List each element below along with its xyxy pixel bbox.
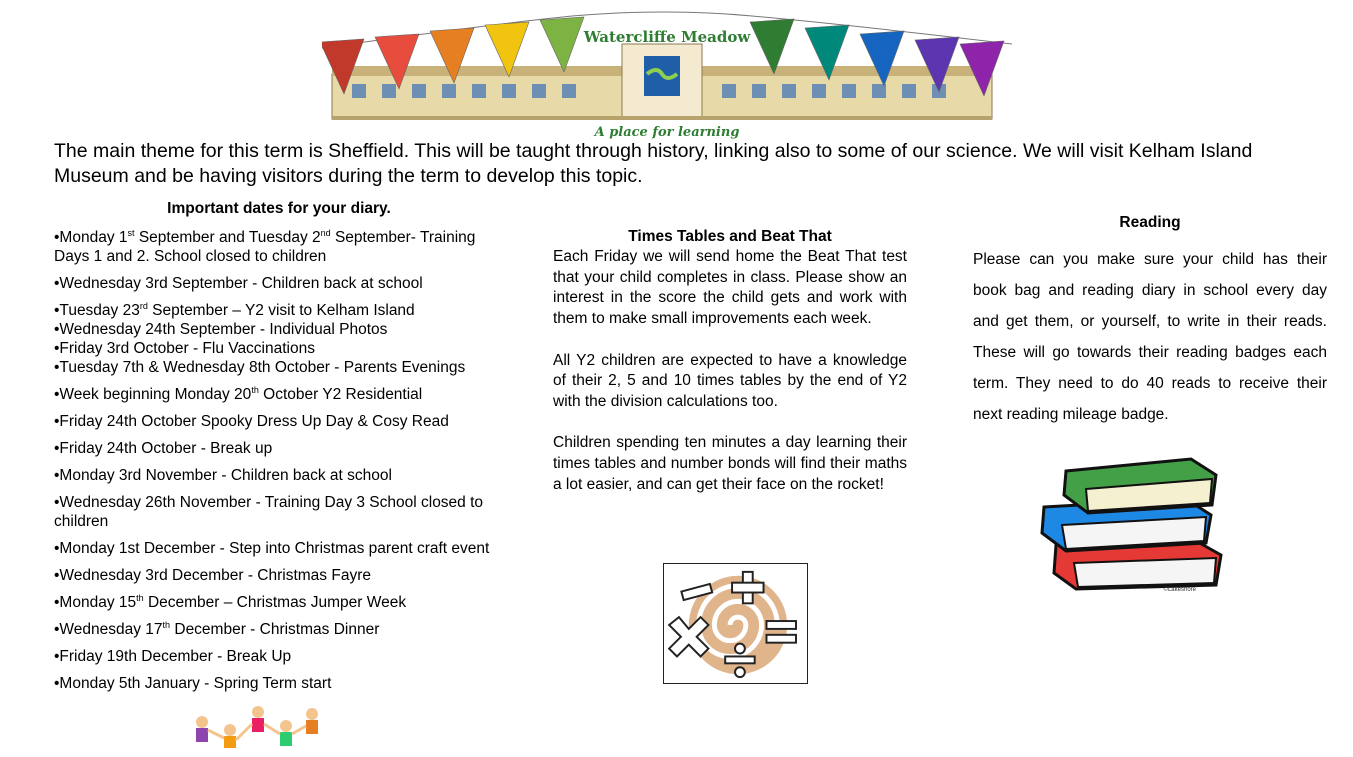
- times-tables-text: [553, 247, 907, 516]
- dates-heading: Important dates for your diary.: [167, 200, 391, 217]
- diary-date-item: •Wednesday 3rd September - Children back at school: [54, 275, 423, 292]
- diary-date-item: •Wednesday 26th November - Training Day 3 School closed to children: [54, 494, 484, 530]
- children-clipart-image: [190, 700, 325, 750]
- times-tables-paragraph: All Y2 children are expected to have a knowledge of their 2, 5 and 10 times tables by the end of Y2 with the division calculations too.: [553, 351, 907, 410]
- reading-heading: Reading: [1119, 214, 1181, 231]
- school-banner-logo: [322, 4, 1012, 140]
- reading-text: [973, 244, 1327, 430]
- school-tagline: A place for learning: [594, 125, 740, 140]
- stack-of-books-image: [1026, 445, 1236, 593]
- image-credit: ©Lakeshore: [1163, 587, 1196, 593]
- diary-date-item: •Monday 1st December - Step into Christmas parent craft event: [54, 540, 490, 557]
- school-name: Watercliffe Meadow: [583, 28, 751, 46]
- bunting-flag: [540, 17, 584, 72]
- diary-date-item: •Monday 1st September and Tuesday 2nd September- Training Days 1 and 2. School closed to children: [54, 227, 476, 265]
- diary-date-item: •Friday 24th October Spooky Dress Up Day & Cosy Read: [54, 413, 449, 430]
- diary-date-item: •Monday 5th January - Spring Term start: [54, 675, 332, 692]
- times-tables-paragraph: Each Friday we will send home the Beat That test that your child completes in class. Please show an interest in the score the child gets and work with them to make small improvements each week.: [553, 248, 907, 328]
- diary-date-item: •Friday 19th December - Break Up: [54, 648, 292, 665]
- diary-date-item: •Tuesday 7th & Wednesday 8th October - Parents Evenings: [54, 359, 466, 376]
- bunting-flag: [750, 19, 794, 74]
- diary-date-item: •Monday 3rd November - Children back at school: [54, 467, 392, 484]
- diary-date-item: •Friday 24th October - Break up: [54, 440, 273, 457]
- dates-list: [54, 228, 514, 693]
- diary-date-item: •Wednesday 24th September - Individual Photos: [54, 321, 388, 338]
- times-tables-paragraph: Children spending ten minutes a day learning their times tables and number bonds will find their maths a lot easier, and can get their face on the rocket!: [553, 434, 907, 493]
- diary-date-item: •Tuesday 23rd September – Y2 visit to Kelham Island: [54, 300, 415, 319]
- diary-date-item: •Friday 3rd October - Flu Vaccinations: [54, 340, 315, 357]
- diary-date-item: •Wednesday 3rd December - Christmas Fayre: [54, 567, 371, 584]
- diary-date-item: •Monday 15th December – Christmas Jumper Week: [54, 592, 407, 611]
- math-symbols-image: [663, 563, 808, 684]
- diary-date-item: •Wednesday 17th December - Christmas Dinner: [54, 619, 380, 638]
- diary-date-item: •Week beginning Monday 20th October Y2 Residential: [54, 384, 423, 403]
- term-theme-intro: The main theme for this term is Sheffield. This will be taught through history, linking also to some of our science. We will visit Kelham Island Museum and be having visitors during the term to develop this topic.: [54, 140, 1253, 187]
- times-tables-heading: Times Tables and Beat That: [628, 228, 832, 245]
- reading-paragraph: Please can you make sure your child has their book bag and reading diary in school every day and get them, or yourself, to write in their reads. These will go towards their reading badges each term. They need to do 40 reads to receive their next reading mileage badge.: [973, 251, 1327, 423]
